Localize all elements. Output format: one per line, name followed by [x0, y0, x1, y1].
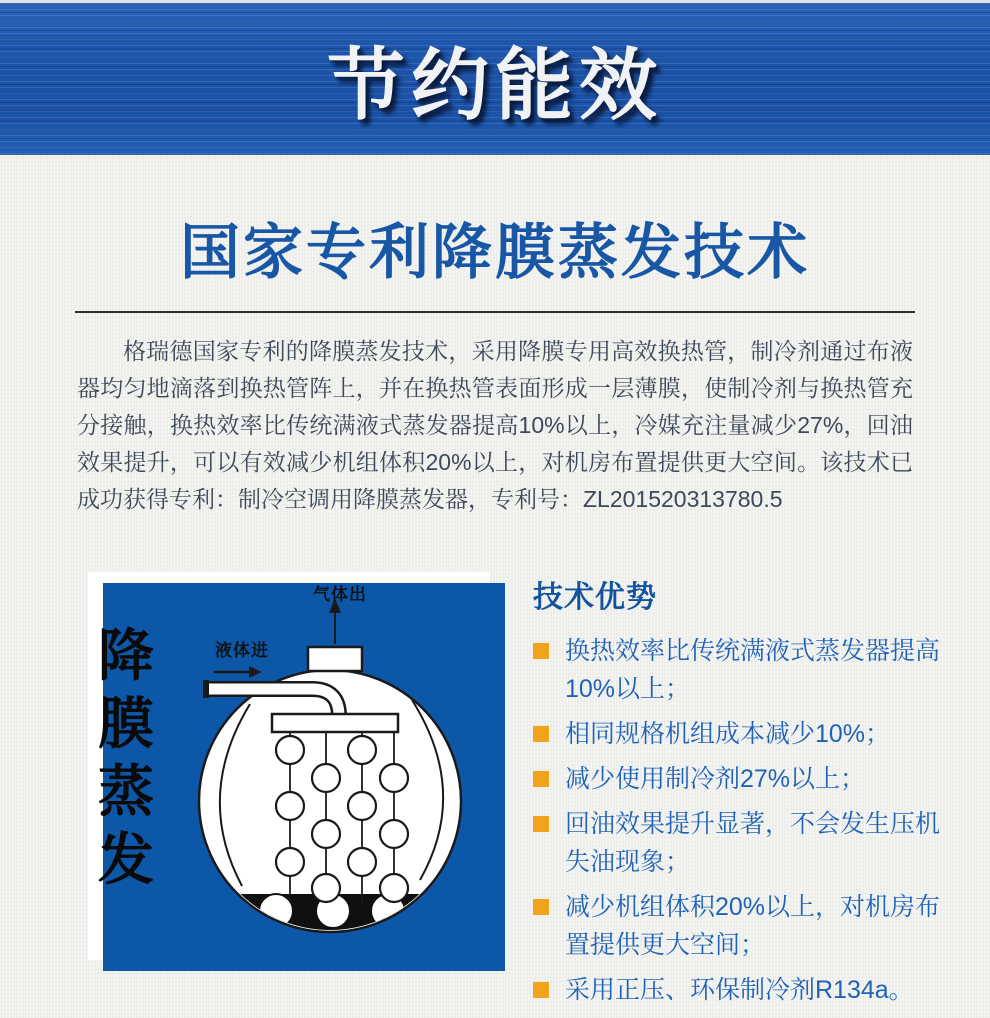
liquid-in-arrow [214, 666, 262, 678]
advantage-text: 相同规格机组成本减少10%； [565, 720, 891, 748]
advantages-panel [533, 572, 953, 1016]
section-title: 国家专利降膜蒸发技术 [180, 219, 810, 286]
advantage-item [533, 888, 953, 964]
intro-paragraph: 格瑞德国家专利的降膜蒸发技术，采用降膜专用高效换热管，制冷剂通过布液器均匀地滴落到换热管阵上，并在换热管表面形成一层薄膜，使制冷剂与换热管充分接触，换热效率比传统满液式蒸发器提高10%以上，冷媒充注量减少27%，回油效果提升，可以有效减少机组体积20%以上，对机房布置提供更大空间。该技术已成功获得专利：制冷空调用降膜蒸发器，专利号：ZL201520313780.5 [77, 338, 913, 512]
bullet-square-icon [533, 899, 549, 915]
gas-outlet-nozzle [308, 647, 362, 671]
advantage-text: 换热效率比传统满液式蒸发器提高10%以上； [565, 637, 941, 703]
advantage-item [533, 805, 953, 881]
banner [0, 0, 990, 155]
bullet-square-icon [533, 643, 549, 659]
advantage-text: 减少使用制冷剂27%以上； [565, 765, 866, 793]
bullet-square-icon [533, 982, 549, 998]
banner-title: 节约能效 [326, 41, 663, 129]
advantage-text: 采用正压、环保制冷剂R134a。 [565, 976, 914, 1004]
advantage-item [533, 632, 953, 708]
bullet-square-icon [533, 771, 549, 787]
advantages-heading: 技术优势 [533, 581, 657, 614]
advantage-text: 减少机组体积20%以上，对机房布置提供更大空间； [565, 893, 941, 959]
distributor-header [272, 714, 398, 732]
advantage-item [533, 971, 953, 1009]
gas-out-label: 气体出 [313, 585, 367, 604]
advantages-list [533, 632, 953, 1009]
diagram-side-label: 降膜蒸发 [98, 624, 154, 891]
bullet-square-icon [533, 816, 549, 832]
liquid-in-label: 液体进 [215, 641, 269, 660]
advantage-text: 回油效果提升显著，不会发生压机失油现象； [565, 810, 941, 876]
advantage-item [533, 760, 953, 798]
advantage-item [533, 715, 953, 753]
divider-line [75, 311, 915, 313]
content [0, 205, 990, 1016]
falling-film-evaporator-diagram [88, 572, 490, 960]
bullet-square-icon [533, 726, 549, 742]
two-column-area [0, 572, 990, 1016]
